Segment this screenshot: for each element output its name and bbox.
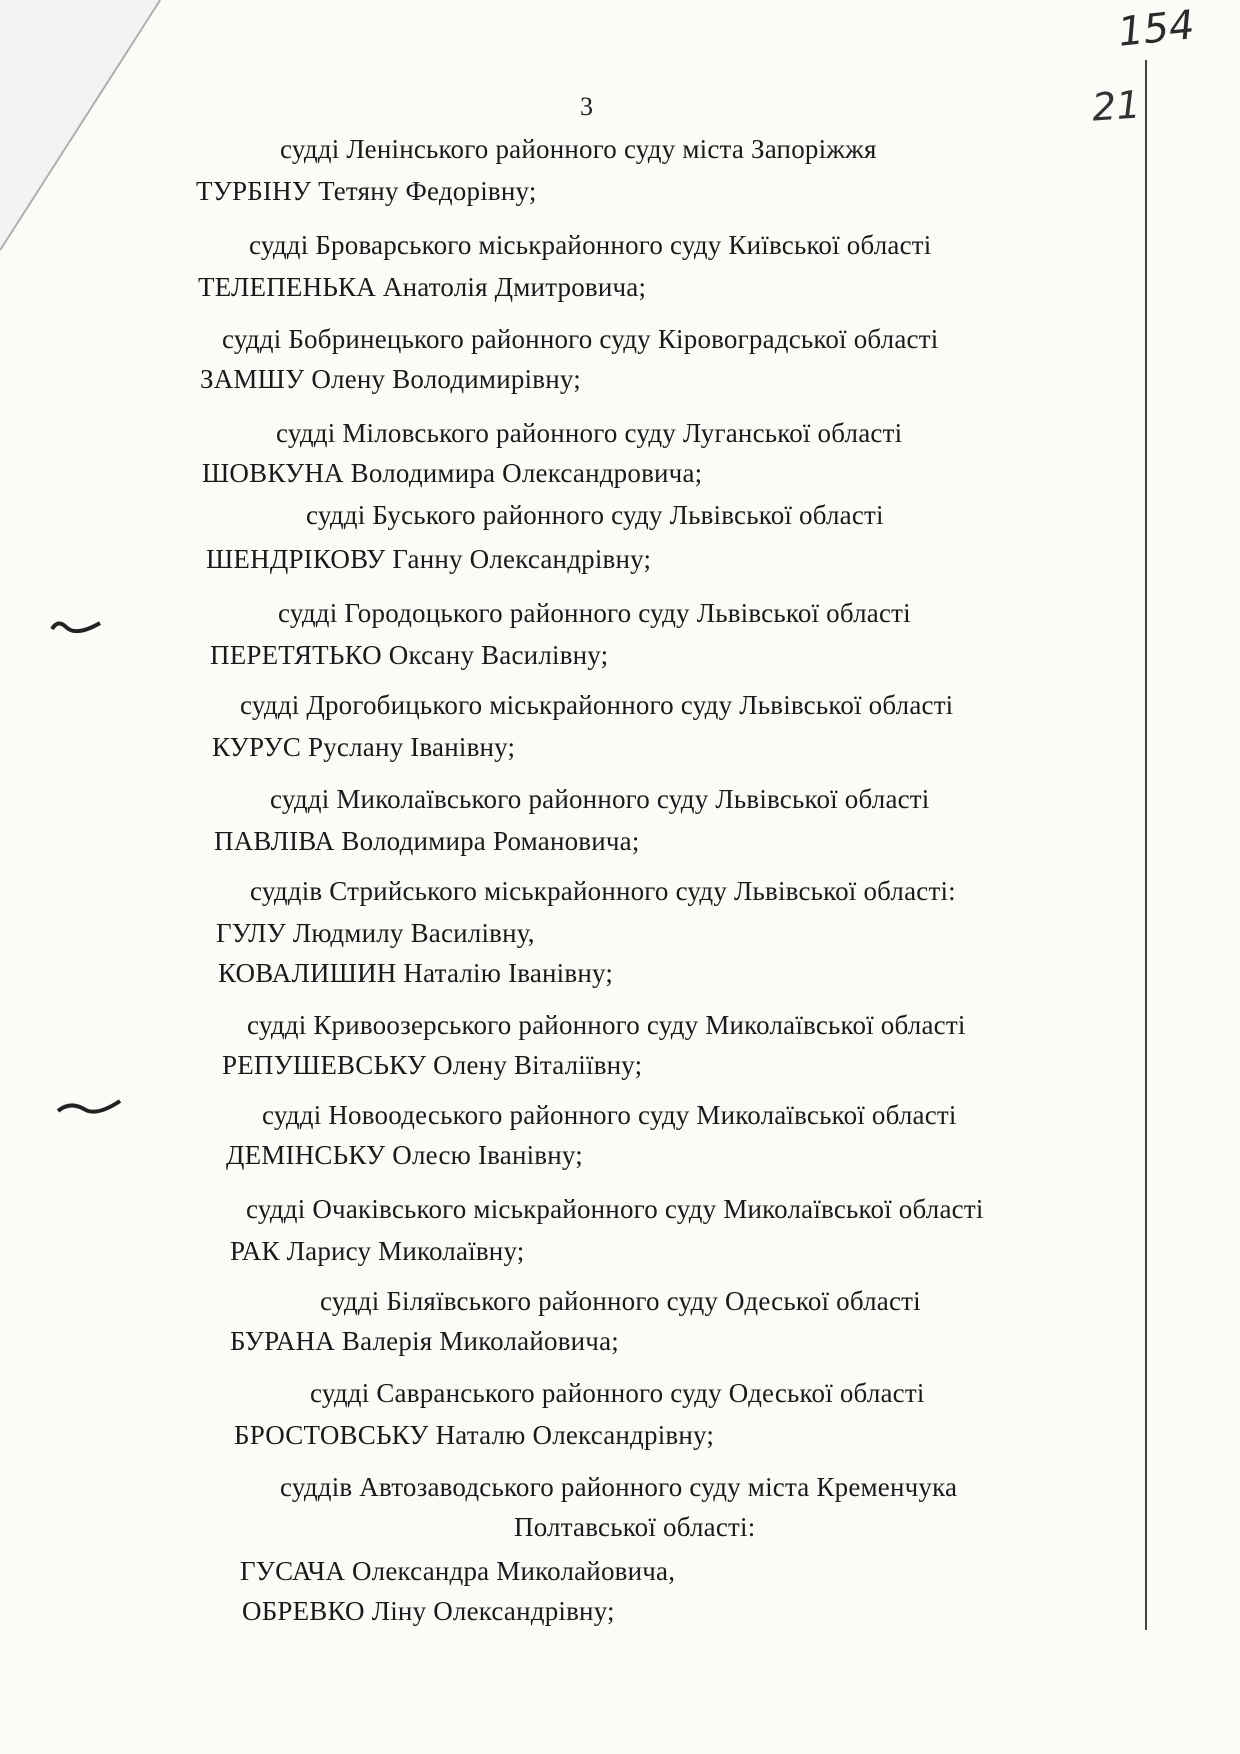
judge-name: ОБРЕВКО Ліну Олександрівну; xyxy=(242,1596,615,1626)
court-line: судді Городоцького районного суду Львівської області xyxy=(278,598,911,628)
judge-name: КОВАЛИШИН Наталію Іванівну; xyxy=(218,958,614,988)
judge-name: БРОСТОВСЬКУ Наталю Олександрівну; xyxy=(234,1420,715,1450)
judge-name: БУРАНА Валерія Миколайовича; xyxy=(230,1326,619,1356)
court-line: судді Міловського районного суду Луганської області xyxy=(276,418,903,448)
judge-name: КУРУС Руслану Іванівну; xyxy=(212,732,516,762)
court-line: судді Біляївського районного суду Одеської області xyxy=(320,1286,921,1316)
judge-name: ЗАМШУ Олену Володимирівну; xyxy=(200,364,581,394)
judge-name: ПЕРЕТЯТЬКО Оксану Василівну; xyxy=(210,640,609,670)
judge-name: РЕПУШЕВСЬКУ Олену Віталіївну; xyxy=(222,1050,643,1080)
court-line: суддів Автозаводського районного суду міста Кременчука xyxy=(280,1472,958,1502)
judge-name: ШОВКУНА Володимира Олександровича; xyxy=(202,458,703,488)
judge-name: ГУЛУ Людмилу Василівну, xyxy=(216,918,535,948)
hole-punch-mark xyxy=(56,1095,126,1125)
handwritten-page-number: 154 xyxy=(1115,2,1197,56)
court-line: судді Броварського міськрайонного суду Київської області xyxy=(249,230,932,260)
court-line: судді Миколаївського районного суду Львівської області xyxy=(270,784,930,814)
corner-fold-mark xyxy=(0,0,180,280)
judge-name: ДЕМІНСЬКУ Олесю Іванівну; xyxy=(226,1140,583,1170)
court-line: суддів Стрийського міськрайонного суду Львівської області: xyxy=(250,876,956,906)
page-number: 3 xyxy=(580,92,594,121)
judge-name: ГУСАЧА Олександра Миколайовича, xyxy=(240,1556,676,1586)
court-line: судді Новоодеського районного суду Миколаївської області xyxy=(262,1100,957,1130)
judge-name: ТУРБІНУ Тетяну Федорівну; xyxy=(196,176,537,206)
judge-name: ШЕНДРІКОВУ Ганну Олександрівну; xyxy=(206,544,652,574)
hole-punch-mark xyxy=(48,615,108,645)
court-line: судді Кривоозерського районного суду Миколаївської області xyxy=(247,1010,966,1040)
court-line: судді Буського районного суду Львівської області xyxy=(306,500,884,530)
court-line: судді Бобринецького районного суду Кіровоградської області xyxy=(222,324,939,354)
judge-name: ПАВЛІВА Володимира Романовича; xyxy=(214,826,640,856)
court-line: судді Ленінського районного суду міста Запоріжжя xyxy=(280,134,877,164)
court-line: судді Савранського районного суду Одеської області xyxy=(310,1378,925,1408)
judge-name: РАК Ларису Миколаївну; xyxy=(230,1236,525,1266)
court-line: Полтавської області: xyxy=(514,1512,756,1542)
court-line: судді Дрогобицького міськрайонного суду Львівської області xyxy=(240,690,954,720)
right-margin-line xyxy=(1145,60,1147,1630)
court-line: судді Очаківського міськрайонного суду Миколаївської області xyxy=(246,1194,984,1224)
judge-name: ТЕЛЕПЕНЬКА Анатолія Дмитровича; xyxy=(198,272,647,302)
handwritten-note: 21 xyxy=(1090,82,1142,130)
